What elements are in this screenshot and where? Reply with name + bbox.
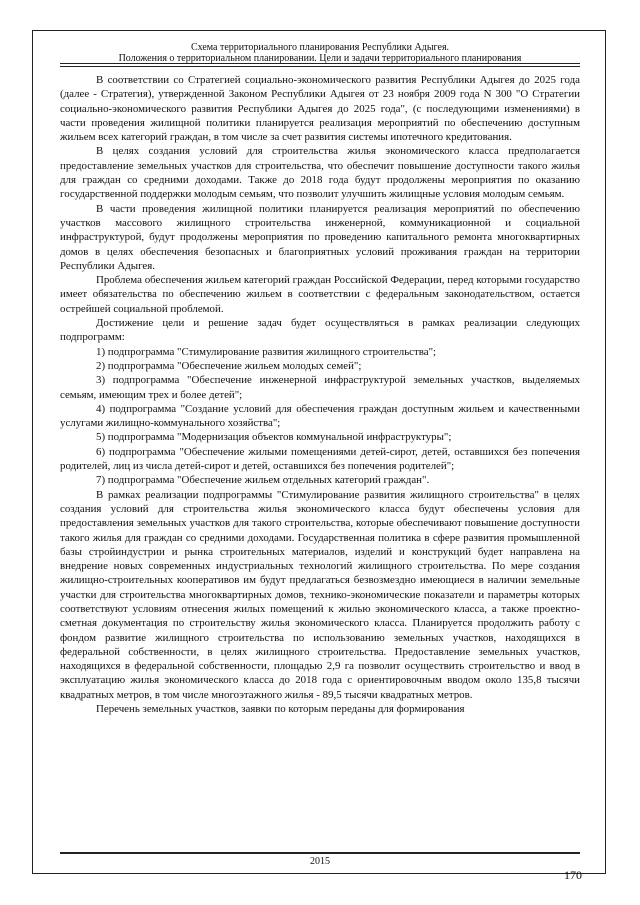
list-item: 2) подпрограмма "Обеспечение жильем молодых семей"; bbox=[96, 359, 362, 372]
list-item: 6) подпрограмма "Обеспечение жилыми помещениями детей-сирот, детей, оставшихся без попечения родителей, лиц из числа детей-сирот и детей, оставшихся без попечения родителей"; bbox=[60, 445, 580, 473]
paragraph: В целях создания условий для строительства жилья экономического класса предполагается предоставление земельных участков для строительства, что обеспечит повышение доступности такого жилья для граждан со средними доходами. Также до 2018 года будут продолжены мероприятия по оказанию государственной поддержки молодым семьям, что позволит улучшить жилищные условия молодым семьям. bbox=[60, 145, 580, 201]
page-number: 170 bbox=[564, 868, 582, 882]
paragraph: В части проведения жилищной политики планируется реализация мероприятий по обеспечению участков массового жилищного строительства инженерной, коммуникационной и социальной инфраструктурой, будут продолжены мероприятия по проведению капитального ремонта многоквартирных домов в целях обеспечения безопасных и благоприятных условий проживания граждан на территории Республики Адыгея. bbox=[60, 202, 580, 272]
paragraph: Достижение цели и решение задач будет осуществляться в рамках реализации следующих подпрограмм: bbox=[60, 317, 580, 344]
paragraph: Проблема обеспечения жильем категорий граждан Российской Федерации, перед которыми государство имеет обязательства по обеспечению жильем в соответствии с федеральным законодательством, остается острейшей социальной проблемой. bbox=[60, 274, 580, 315]
list-item: 4) подпрограмма "Создание условий для обеспечения граждан доступным жильем и качественными услугами жилищно-коммунального хозяйства"; bbox=[60, 402, 580, 430]
list-item: 7) подпрограмма "Обеспечение жильем отдельных категорий граждан". bbox=[96, 474, 430, 487]
header-rule-top bbox=[60, 63, 580, 64]
footer-rule bbox=[60, 852, 580, 854]
header-title: Схема территориального планирования Республики Адыгея. bbox=[190, 42, 450, 53]
list-item: 1) подпрограмма "Стимулирование развития жилищного строительства"; bbox=[96, 345, 437, 358]
paragraph: В соответствии со Стратегией социально-экономического развития Республики Адыгея до 2025 года (далее - Стратегия), утвержденной Законом Республики Адыгея от 23 ноября 2009 года N 300 "О Стратегии социально-экономического развития Республики Адыгея до 2025 года", (с последующими изменениями) в части проведения жилищной политики планируется реализация мероприятий по обеспечению доступным жильем всех категорий граждан, в том числе за счет развития системы ипотечного кредитования. bbox=[60, 74, 580, 144]
header-rule-bottom bbox=[60, 66, 580, 67]
list-item: 3) подпрограмма "Обеспечение инженерной инфраструктурой земельных участков, выделяемых семьям, имеющим трех и более детей"; bbox=[60, 374, 580, 401]
paragraph: В рамках реализации подпрограммы "Стимулирование развития жилищного строительства" в целях создания условий для строительства жилья экономического класса будут обеспечены условия для предоставления земельных участков для такого строительства, которые обеспечивают повышение доступности такого жилья для граждан со средними доходами. Государственная политика в сфере развития промышленной базы стройиндустрии и рынка строительных материалов, изделий и конструкций будет направлена на внедрение новых современных индустриальных технологий жилищного строительства. По мере создания жилищно-строительных кооперативов им будут предлагаться безвозмездно имеющиеся в наличии земельные участки для строительства многоквартирных домов, технико-экономические показатели и параметры которых соответствуют условиям отнесения жилых помещений к жилью экономического класса, а также проектно-сметная документация по строительству жилья экономического класса. Планируется продолжить работу с фондом развитие жилищного строительства по использованию земельных участков, находящихся в федеральной собственности, в целях жилищного строительства. Предоставление земельных участков, находящихся в федеральной собственности, площадью 2,9 га позволит осуществить строительство и ввод в эксплуатацию жилья экономического класса до 2018 года с ориентировочным вводом около 135,8 тысячи квадратных метров, в том числе многоэтажного жилья - 89,5 тысячи квадратных метров. bbox=[60, 488, 580, 701]
header-subtitle: Положения о территориальном планировании. Цели и задачи территориального планирования bbox=[118, 53, 522, 64]
list-item: 5) подпрограмма "Модернизация объектов коммунальной инфраструктуры"; bbox=[96, 431, 452, 444]
page-header bbox=[60, 42, 580, 64]
footer-year: 2015 bbox=[310, 856, 330, 867]
paragraph: Перечень земельных участков, заявки по которым переданы для формирования bbox=[96, 703, 465, 716]
body-text bbox=[60, 73, 580, 843]
